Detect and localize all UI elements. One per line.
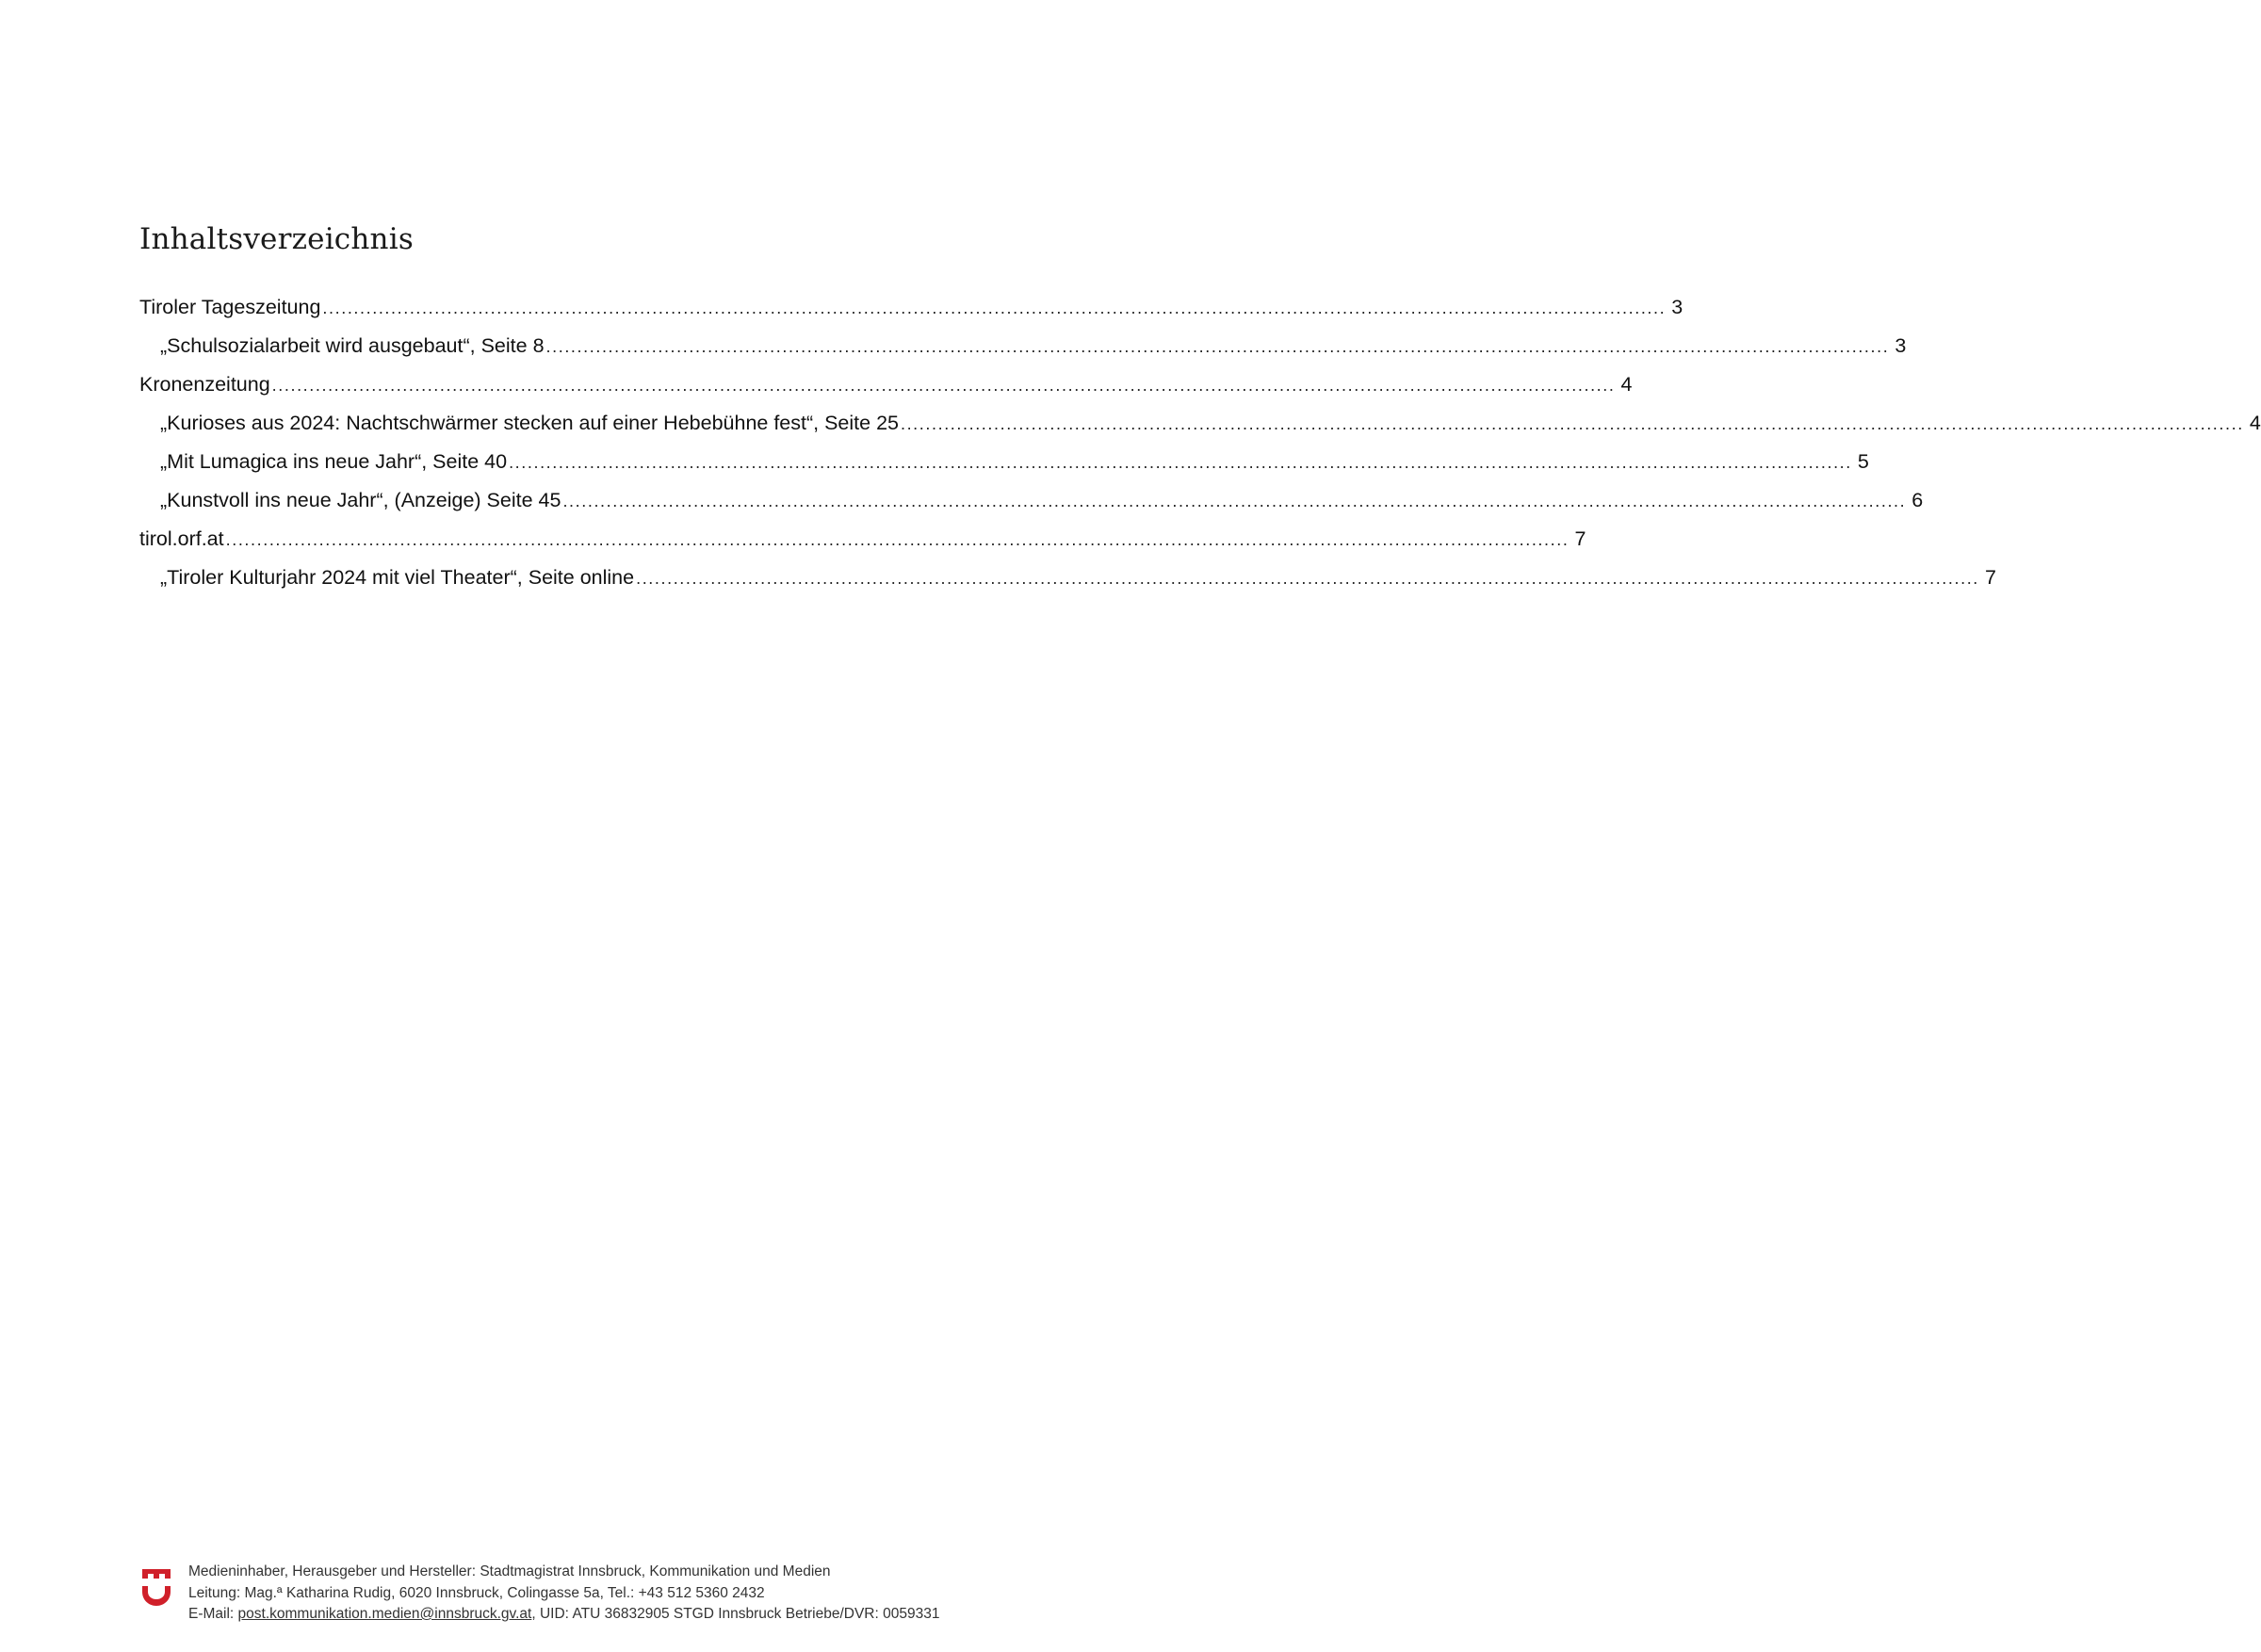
page-footer bbox=[141, 1562, 1046, 1628]
toc-leader-dots: ........................................................................................................................................................................................................................ bbox=[509, 453, 1852, 472]
toc-entry-kurioses-2024[interactable] bbox=[139, 404, 2261, 443]
footer-email-link[interactable]: post.kommunikation.medien@innsbruck.gv.at bbox=[237, 1606, 532, 1622]
toc-leader-dots: ........................................................................................................................................................................................................................ bbox=[322, 299, 1667, 317]
toc-page-number: 3 bbox=[1895, 334, 1907, 357]
footer-line-management: Leitung: Mag.ª Katharina Rudig, 6020 Innsbruck, Colingasse 5a, Tel.: +43 512 5360 2432 bbox=[188, 1584, 765, 1601]
toc-entry-text: „Tiroler Kulturjahr 2024 mit viel Theater“, Seite online bbox=[160, 566, 635, 589]
toc-leader-dots: ........................................................................................................................................................................................................................ bbox=[545, 337, 1890, 356]
toc-entry-text: „Kunstvoll ins neue Jahr“, (Anzeige) Seite 45 bbox=[160, 489, 561, 511]
footer-uid-text: , UID: ATU 36832905 STGD Innsbruck Betriebe/DVR: 0059331 bbox=[531, 1606, 940, 1622]
toc-entry-text: Tiroler Tageszeitung bbox=[139, 296, 321, 318]
innsbruck-logo-icon bbox=[141, 1567, 171, 1607]
toc-page-number: 7 bbox=[1574, 527, 1586, 550]
toc-entry-text: „Schulsozialarbeit wird ausgebaut“, Seite 8 bbox=[160, 334, 545, 357]
table-of-contents bbox=[139, 288, 2261, 597]
toc-entry-text: „Kurioses aus 2024: Nachtschwärmer stecken auf einer Hebebühne fest“, Seite 25 bbox=[160, 412, 899, 434]
toc-entry-text: „Mit Lumagica ins neue Jahr“, Seite 40 bbox=[160, 450, 508, 473]
toc-leader-dots: ........................................................................................................................................................................................................................ bbox=[562, 492, 1907, 510]
toc-entry-text: Kronenzeitung bbox=[139, 373, 270, 396]
toc-entry-tiroler-tageszeitung[interactable] bbox=[139, 288, 1684, 327]
toc-page-number: 4 bbox=[1620, 373, 1633, 396]
toc-page-number: 7 bbox=[1984, 566, 1996, 589]
footer-line-publisher: Medieninhaber, Herausgeber und Hersteller: Stadtmagistrat Innsbruck, Kommunikation und Medien bbox=[188, 1563, 831, 1579]
toc-entry-kunstvoll[interactable] bbox=[139, 481, 1924, 520]
toc-page-number: 4 bbox=[2249, 412, 2261, 434]
toc-entry-lumagica[interactable] bbox=[139, 443, 1869, 481]
footer-imprint bbox=[188, 1562, 939, 1626]
toc-page-number: 5 bbox=[1857, 450, 1869, 473]
toc-entry-kulturjahr-2024[interactable] bbox=[139, 559, 1996, 597]
toc-entry-kronenzeitung[interactable] bbox=[139, 365, 1633, 404]
toc-page-number: 3 bbox=[1671, 296, 1684, 318]
toc-leader-dots: ........................................................................................................................................................................................................................ bbox=[271, 376, 1616, 395]
toc-title: Inhaltsverzeichnis bbox=[139, 222, 414, 256]
toc-entry-text: tirol.orf.at bbox=[139, 527, 224, 550]
toc-entry-schulsozialarbeit[interactable] bbox=[139, 327, 1907, 365]
footer-email-label: E-Mail: bbox=[188, 1606, 238, 1622]
toc-page-number: 6 bbox=[1911, 489, 1924, 511]
footer-line-contact bbox=[188, 1604, 939, 1626]
toc-leader-dots: ........................................................................................................................................................................................................................ bbox=[900, 414, 2244, 433]
toc-entry-tirol-orf-at[interactable] bbox=[139, 520, 1586, 559]
toc-leader-dots: ........................................................................................................................................................................................................................ bbox=[636, 569, 1979, 588]
toc-leader-dots: ........................................................................................................................................................................................................................ bbox=[225, 530, 1570, 549]
